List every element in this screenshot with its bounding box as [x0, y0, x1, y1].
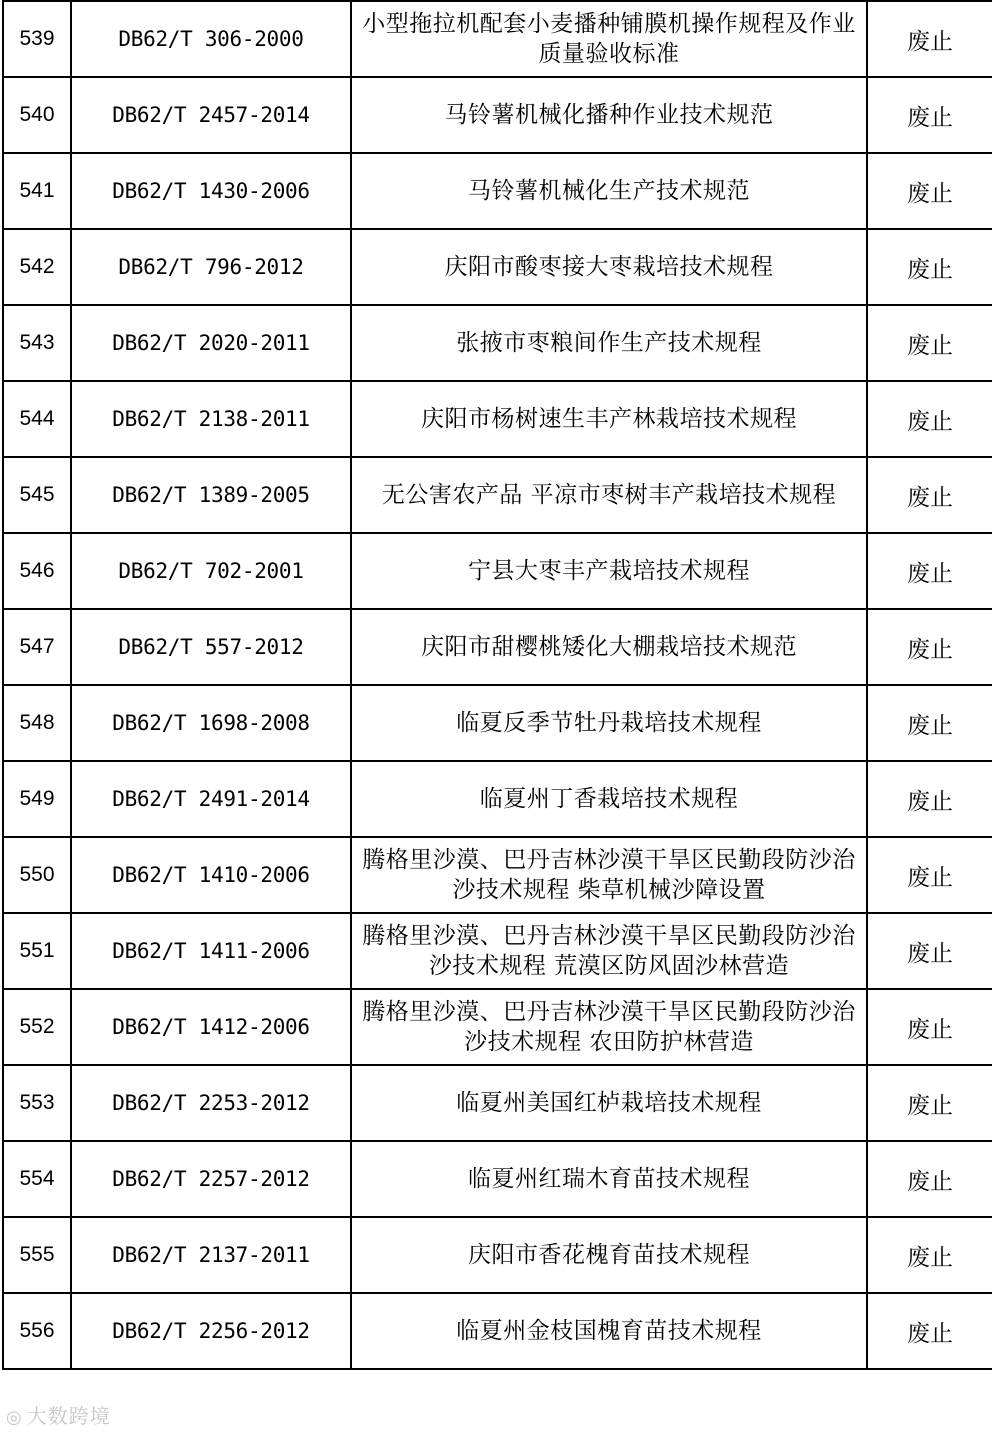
table-row	[3, 1, 992, 77]
status-cell: 废止	[867, 685, 992, 761]
table-row	[3, 1065, 992, 1141]
status-cell: 废止	[867, 77, 992, 153]
table-row	[3, 77, 992, 153]
status-cell: 废止	[867, 381, 992, 457]
standards-table	[2, 0, 992, 1370]
row-number: 542	[3, 229, 71, 305]
table-row	[3, 1293, 992, 1369]
standard-name: 庆阳市酸枣接大枣栽培技术规程	[351, 229, 867, 305]
row-number: 547	[3, 609, 71, 685]
table-row	[3, 989, 992, 1065]
standard-name: 腾格里沙漠、巴丹吉林沙漠干旱区民勤段防沙治沙技术规程 农田防护林营造	[351, 989, 867, 1065]
standard-name: 庆阳市香花槐育苗技术规程	[351, 1217, 867, 1293]
standard-code: DB62/T 1698-2008	[71, 685, 351, 761]
standard-name: 腾格里沙漠、巴丹吉林沙漠干旱区民勤段防沙治沙技术规程 荒漠区防风固沙林营造	[351, 913, 867, 989]
status-cell: 废止	[867, 229, 992, 305]
standard-code: DB62/T 2137-2011	[71, 1217, 351, 1293]
status-cell: 废止	[867, 761, 992, 837]
status-cell: 废止	[867, 609, 992, 685]
table-row	[3, 1217, 992, 1293]
row-number: 554	[3, 1141, 71, 1217]
table-row	[3, 229, 992, 305]
standard-name: 临夏反季节牡丹栽培技术规程	[351, 685, 867, 761]
standard-code: DB62/T 1412-2006	[71, 989, 351, 1065]
row-number: 543	[3, 305, 71, 381]
standard-code: DB62/T 1411-2006	[71, 913, 351, 989]
table-row	[3, 913, 992, 989]
standard-code: DB62/T 1389-2005	[71, 457, 351, 533]
row-number: 553	[3, 1065, 71, 1141]
table-row	[3, 153, 992, 229]
standard-name: 临夏州红瑞木育苗技术规程	[351, 1141, 867, 1217]
standard-name: 马铃薯机械化生产技术规范	[351, 153, 867, 229]
row-number: 556	[3, 1293, 71, 1369]
watermark	[6, 1400, 111, 1429]
status-cell: 废止	[867, 305, 992, 381]
row-number: 544	[3, 381, 71, 457]
row-number: 555	[3, 1217, 71, 1293]
row-number: 539	[3, 1, 71, 77]
standard-name: 宁县大枣丰产栽培技术规程	[351, 533, 867, 609]
table-row	[3, 381, 992, 457]
standard-code: DB62/T 1430-2006	[71, 153, 351, 229]
standard-name: 庆阳市杨树速生丰产林栽培技术规程	[351, 381, 867, 457]
standard-code: DB62/T 1410-2006	[71, 837, 351, 913]
standard-name: 庆阳市甜樱桃矮化大棚栽培技术规范	[351, 609, 867, 685]
standard-code: DB62/T 557-2012	[71, 609, 351, 685]
standard-code: DB62/T 306-2000	[71, 1, 351, 77]
status-cell: 废止	[867, 913, 992, 989]
table-row	[3, 1141, 992, 1217]
row-number: 549	[3, 761, 71, 837]
row-number: 541	[3, 153, 71, 229]
status-cell: 废止	[867, 1141, 992, 1217]
row-number: 550	[3, 837, 71, 913]
standard-name: 临夏州丁香栽培技术规程	[351, 761, 867, 837]
standard-name: 腾格里沙漠、巴丹吉林沙漠干旱区民勤段防沙治沙技术规程 柴草机械沙障设置	[351, 837, 867, 913]
status-cell: 废止	[867, 837, 992, 913]
table-body	[3, 1, 992, 1369]
table-row	[3, 609, 992, 685]
row-number: 545	[3, 457, 71, 533]
table-row	[3, 457, 992, 533]
row-number: 540	[3, 77, 71, 153]
standard-code: DB62/T 2020-2011	[71, 305, 351, 381]
standard-name: 临夏州金枝国槐育苗技术规程	[351, 1293, 867, 1369]
standard-code: DB62/T 2491-2014	[71, 761, 351, 837]
standard-code: DB62/T 2257-2012	[71, 1141, 351, 1217]
status-cell: 废止	[867, 533, 992, 609]
standard-code: DB62/T 702-2001	[71, 533, 351, 609]
standard-name: 临夏州美国红栌栽培技术规程	[351, 1065, 867, 1141]
standard-code: DB62/T 2457-2014	[71, 77, 351, 153]
standard-name: 小型拖拉机配套小麦播种铺膜机操作规程及作业质量验收标准	[351, 1, 867, 77]
status-cell: 废止	[867, 1, 992, 77]
standard-name: 无公害农产品 平凉市枣树丰产栽培技术规程	[351, 457, 867, 533]
status-cell: 废止	[867, 989, 992, 1065]
row-number: 548	[3, 685, 71, 761]
standard-name: 张掖市枣粮间作生产技术规程	[351, 305, 867, 381]
status-cell: 废止	[867, 1065, 992, 1141]
row-number: 552	[3, 989, 71, 1065]
status-cell: 废止	[867, 457, 992, 533]
standard-name: 马铃薯机械化播种作业技术规范	[351, 77, 867, 153]
row-number: 546	[3, 533, 71, 609]
table-row	[3, 837, 992, 913]
weibo-icon: ◎	[6, 1407, 23, 1428]
standard-code: DB62/T 2253-2012	[71, 1065, 351, 1141]
status-cell: 废止	[867, 1293, 992, 1369]
table-row	[3, 533, 992, 609]
table-row	[3, 761, 992, 837]
row-number: 551	[3, 913, 71, 989]
table-row	[3, 685, 992, 761]
standard-code: DB62/T 2256-2012	[71, 1293, 351, 1369]
standard-code: DB62/T 796-2012	[71, 229, 351, 305]
status-cell: 废止	[867, 1217, 992, 1293]
table-row	[3, 305, 992, 381]
status-cell: 废止	[867, 153, 992, 229]
standard-code: DB62/T 2138-2011	[71, 381, 351, 457]
watermark-text: 大数跨境	[26, 1404, 111, 1428]
